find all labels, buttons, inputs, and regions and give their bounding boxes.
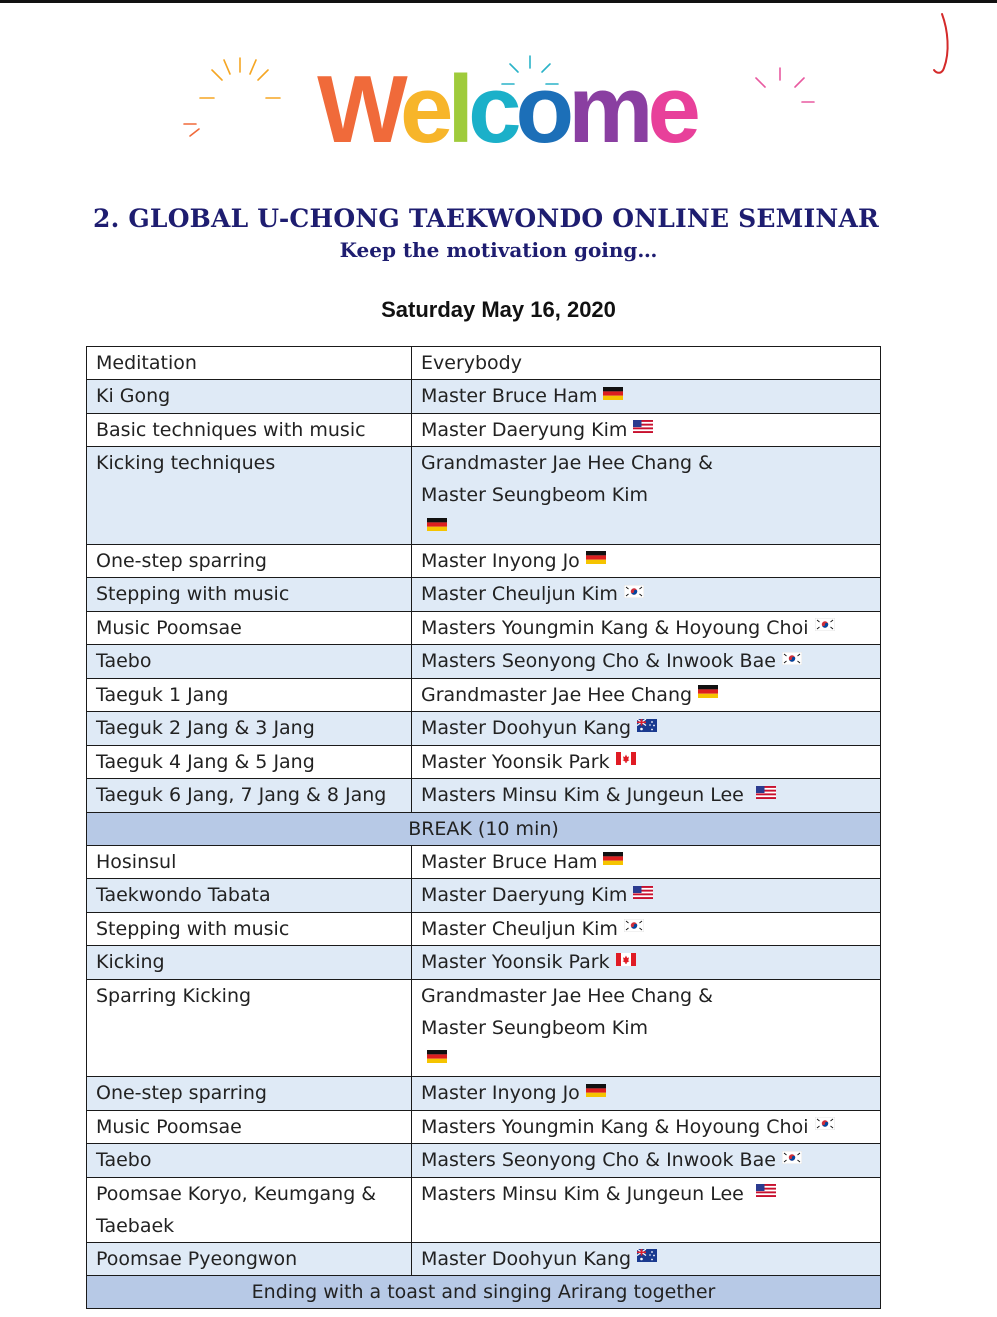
ending-row (87, 1276, 881, 1309)
activity-cell: Kicking (87, 946, 412, 980)
activity-cell: Ki Gong (87, 380, 412, 414)
instructor-cell: Master Cheuljun Kim (412, 578, 881, 612)
instructor-cell: Master Cheuljun Kim (412, 912, 881, 946)
germany-flag-icon (427, 1041, 447, 1073)
korea-flag-icon (624, 912, 644, 942)
instructor-cell: Masters Youngmin Kang & Hoyoung Choi (412, 611, 881, 645)
instructor-cell: Master Inyong Jo (412, 544, 881, 578)
instructor-cell: Master Daeryung Kim (412, 413, 881, 447)
instructor-cell: Master Daeryung Kim (412, 879, 881, 913)
activity-cell: One-step sparring (87, 544, 412, 578)
table-row (87, 1110, 881, 1144)
instructor-cell: Master Doohyun Kang (412, 712, 881, 746)
usa-flag-icon (633, 413, 653, 443)
germany-flag-icon (586, 544, 606, 574)
seminar-subtitle: Keep the motivation going… (339, 238, 658, 262)
instructor-cell: Master Yoonsik Park (412, 946, 881, 980)
activity-cell: Basic techniques with music (87, 413, 412, 447)
australia-flag-icon (637, 712, 657, 742)
instructor-cell: Grandmaster Jae Hee Chang & Master Seungbeom Kim (412, 979, 881, 1077)
activity-cell: Poomsae Koryo, Keumgang & Taebaek (87, 1177, 412, 1242)
activity-cell: Taekwondo Tabata (87, 879, 412, 913)
korea-flag-icon (782, 645, 802, 675)
activity-cell: Stepping with music (87, 912, 412, 946)
activity-cell: Taeguk 4 Jang & 5 Jang (87, 745, 412, 779)
break-label: BREAK (10 min) (87, 812, 881, 845)
australia-flag-icon (637, 1242, 657, 1272)
germany-flag-icon (586, 1077, 606, 1107)
germany-flag-icon (603, 380, 623, 410)
ending-label: Ending with a toast and singing Arirang together (87, 1276, 881, 1309)
table-row (87, 544, 881, 578)
table-row (87, 779, 881, 813)
germany-flag-icon (698, 678, 718, 708)
canada-flag-icon (616, 946, 636, 976)
korea-flag-icon (815, 1110, 835, 1140)
activity-cell: Music Poomsae (87, 1110, 412, 1144)
top-border (0, 0, 997, 3)
germany-flag-icon (427, 509, 447, 541)
instructor-cell: Master Bruce Ham (412, 380, 881, 414)
activity-cell: Taeguk 1 Jang (87, 678, 412, 712)
activity-cell: Hosinsul (87, 845, 412, 879)
instructor-cell: Masters Seonyong Cho & Inwook Bae (412, 645, 881, 679)
seminar-title: 2. GLOBAL U-CHONG TAEKWONDO ONLINE SEMINAR (92, 204, 880, 233)
activity-cell: Poomsae Pyeongwon (87, 1242, 412, 1276)
usa-flag-icon (633, 879, 653, 909)
break-row (87, 812, 881, 845)
table-row (87, 380, 881, 414)
activity-cell: Music Poomsae (87, 611, 412, 645)
seminar-date: Saturday May 16, 2020 (381, 297, 616, 322)
table-row (87, 1242, 881, 1276)
usa-flag-icon (756, 1177, 776, 1207)
table-row (87, 611, 881, 645)
schedule-table (86, 346, 881, 1309)
instructor-cell: Master Yoonsik Park (412, 745, 881, 779)
korea-flag-icon (815, 611, 835, 641)
korea-flag-icon (782, 1144, 802, 1174)
welcome-banner (180, 54, 820, 158)
table-row (87, 979, 881, 1077)
korea-flag-icon (624, 578, 644, 608)
activity-cell: Taebo (87, 1144, 412, 1178)
table-row (87, 447, 881, 545)
germany-flag-icon (603, 845, 623, 875)
instructor-cell: Everybody (412, 347, 881, 380)
activity-cell: Taebo (87, 645, 412, 679)
table-row (87, 645, 881, 679)
instructor-cell: Master Doohyun Kang (412, 1242, 881, 1276)
activity-cell: Sparring Kicking (87, 979, 412, 1077)
activity-cell: One-step sparring (87, 1077, 412, 1111)
table-row (87, 845, 881, 879)
table-row (87, 1144, 881, 1178)
table-row (87, 912, 881, 946)
usa-flag-icon (756, 779, 776, 809)
table-row (87, 678, 881, 712)
instructor-cell: Masters Minsu Kim & Jungeun Lee (412, 779, 881, 813)
instructor-cell: Masters Minsu Kim & Jungeun Lee (412, 1177, 881, 1242)
table-row (87, 347, 881, 380)
instructor-cell: Grandmaster Jae Hee Chang & Master Seungbeom Kim (412, 447, 881, 545)
svg-text:Welcome: Welcome (317, 56, 695, 158)
activity-cell: Stepping with music (87, 578, 412, 612)
instructor-cell: Masters Seonyong Cho & Inwook Bae (412, 1144, 881, 1178)
instructor-cell: Master Inyong Jo (412, 1077, 881, 1111)
instructor-cell: Grandmaster Jae Hee Chang (412, 678, 881, 712)
activity-cell: Taeguk 2 Jang & 3 Jang (87, 712, 412, 746)
activity-cell: Taeguk 6 Jang, 7 Jang & 8 Jang (87, 779, 412, 813)
table-row (87, 745, 881, 779)
red-pen-mark (928, 12, 952, 78)
instructor-cell: Master Bruce Ham (412, 845, 881, 879)
activity-cell: Kicking techniques (87, 447, 412, 545)
table-row (87, 879, 881, 913)
activity-cell: Meditation (87, 347, 412, 380)
table-row (87, 946, 881, 980)
canada-flag-icon (616, 745, 636, 775)
table-row (87, 1077, 881, 1111)
table-row (87, 712, 881, 746)
instructor-cell: Masters Youngmin Kang & Hoyoung Choi (412, 1110, 881, 1144)
table-row (87, 1177, 881, 1242)
table-row (87, 578, 881, 612)
table-row (87, 413, 881, 447)
